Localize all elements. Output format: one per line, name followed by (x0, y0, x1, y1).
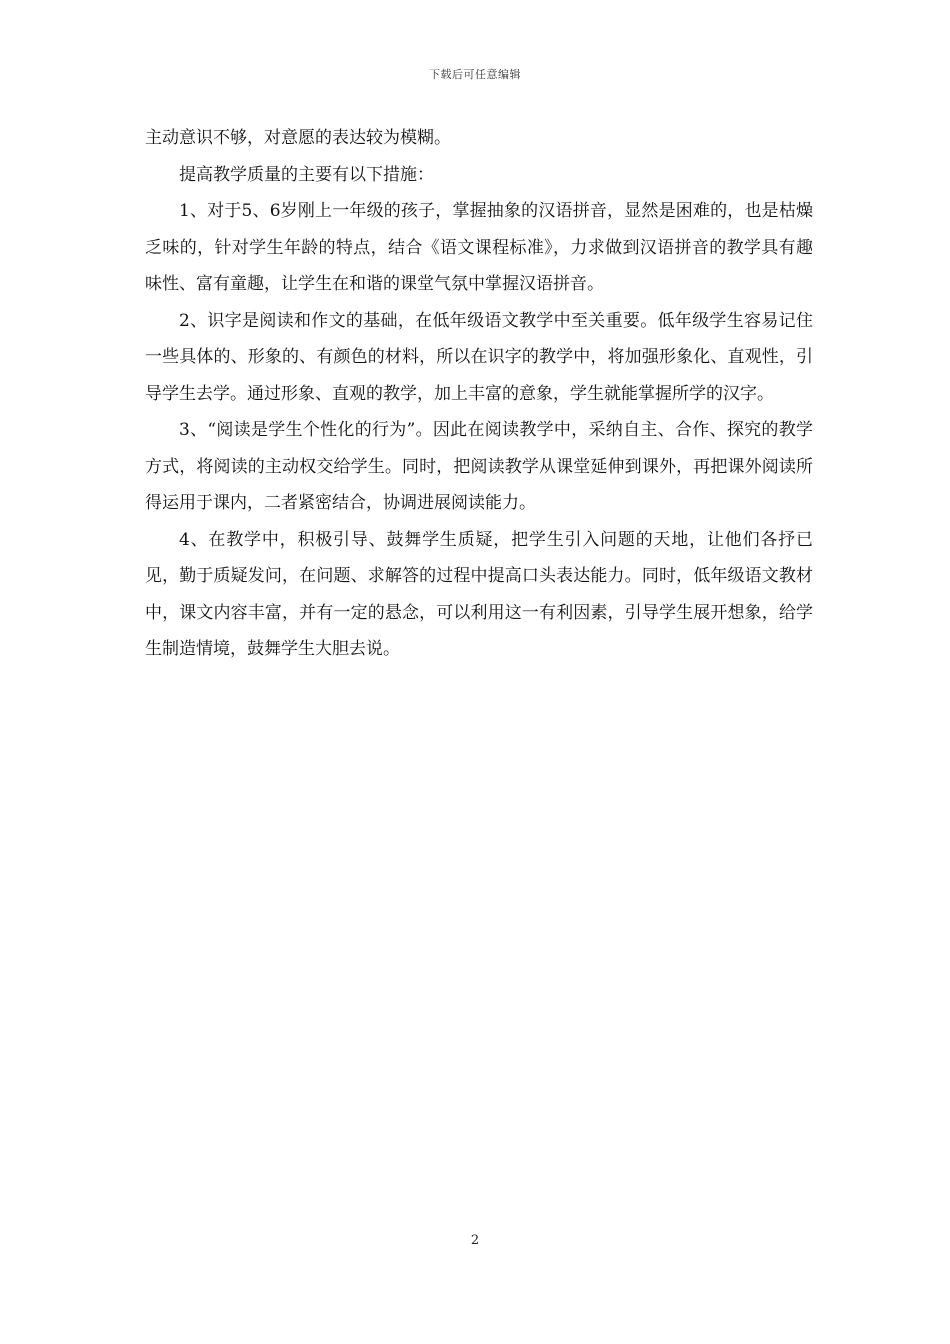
page-header: 下载后可任意编辑 (429, 68, 521, 81)
paragraph-measures-intro: 提高教学质量的主要有以下措施： (179, 164, 434, 185)
document-body (145, 120, 813, 668)
paragraph-measure-4: 4、在教学中，积极引导、鼓舞学生质疑，把学生引入问题的天地，让他们各抒已见，勤于质疑发问，在问题、求解答的过程中提高口头表达能力。同时，低年级语文教材中，课文内容丰富，并有一定的悬念，可以利用这一有利因素，引导学生展开想象，给学生制造情境，鼓舞学生大胆去说。 (145, 529, 813, 659)
paragraph-measure-3: 3、“阅读是学生个性化的行为”。因此在阅读教学中，采纳自主、合作、探究的教学方式，将阅读的主动权交给学生。同时，把阅读教学从课堂延伸到课外，再把课外阅读所得运用于课内，二者紧密结合，协调进展阅读能力。 (145, 420, 813, 513)
paragraph-continuation: 主动意识不够，对意愿的表达较为模糊。 (145, 128, 451, 148)
paragraph-measure-1: 1、对于5、6岁刚上一年级的孩子，掌握抽象的汉语拼音，显然是困难的，也是枯燥乏味的，针对学生年龄的特点，结合《语文课程标准》，力求做到汉语拼音的教学具有趣味性、富有童趣，让学生在和谐的课堂气氛中掌握汉语拼音。 (145, 201, 813, 294)
paragraph-measure-2: 2、识字是阅读和作文的基础，在低年级语文教学中至关重要。低年级学生容易记住一些具体的、形象的、有颜色的材料，所以在识字的教学中，将加强形象化、直观性，引导学生去学。通过形象、直观的教学，加上丰富的意象，学生就能掌握所学的汉字。 (145, 310, 813, 404)
page-number: 2 (470, 1233, 480, 1248)
